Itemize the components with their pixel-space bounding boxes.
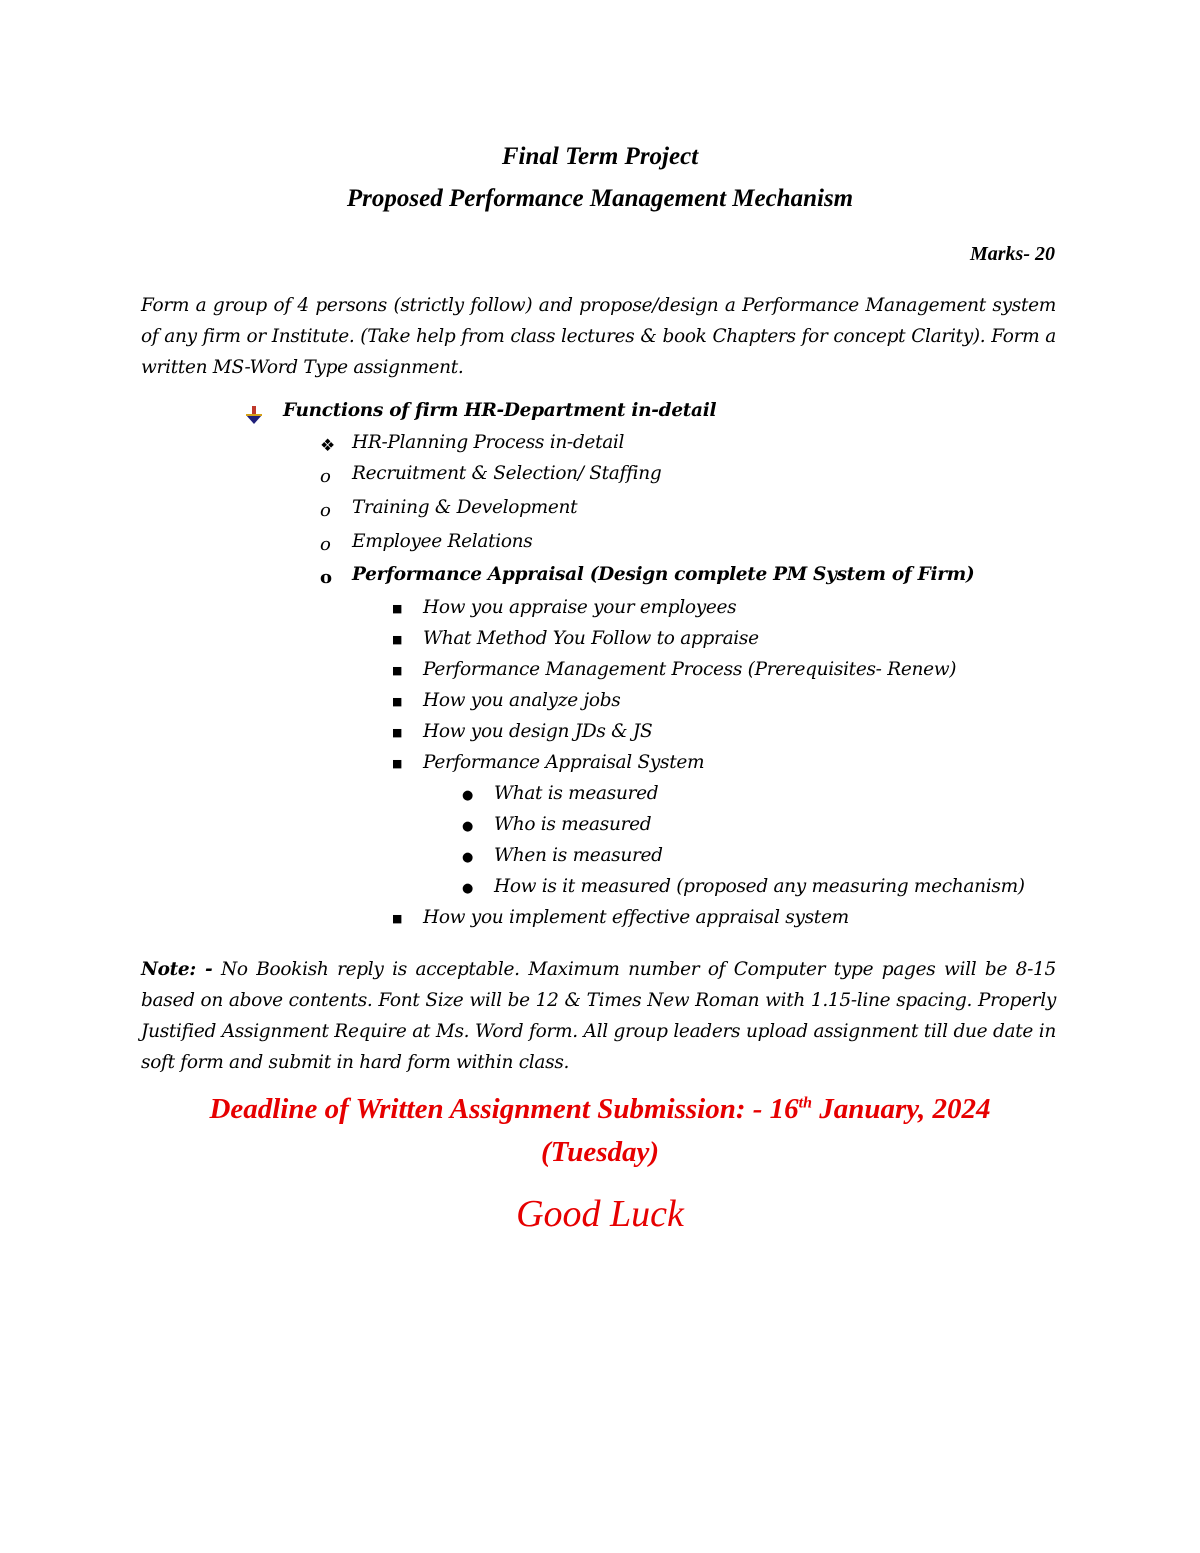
note-label: Note: -	[141, 959, 213, 980]
square-bullet-icon: ■	[392, 633, 403, 646]
deadline-suffix: January, 2024	[811, 1093, 991, 1125]
square-bullet-icon: ■	[392, 726, 403, 739]
round-bullet-icon: ●	[462, 881, 474, 896]
outline-level2-item: Performance Appraisal (Design complete PM System of Firm)	[352, 564, 975, 585]
outline-level2-item: Employee Relations	[352, 531, 533, 552]
deadline-day: (Tuesday)	[540, 1136, 660, 1168]
round-bullet-icon: ●	[462, 819, 474, 834]
marks-label: Marks- 20	[969, 243, 1055, 265]
outline-level3-item: How you implement effective appraisal system	[423, 907, 849, 928]
outline-level3-item: How you appraise your employees	[423, 597, 737, 618]
outline-level1-label: Functions of firm HR-Department in-detail	[283, 400, 717, 421]
outline-level4-item: When is measured	[494, 845, 663, 866]
arrow-down-bullet-icon	[245, 405, 263, 428]
circle-o-bullet-icon: o	[320, 466, 331, 487]
square-bullet-icon: ■	[392, 664, 403, 677]
diamond-star-bullet-icon: ❖	[320, 436, 336, 456]
good-luck-text: Good Luck	[516, 1193, 684, 1235]
outline-level3-item: Performance Appraisal System	[423, 752, 705, 773]
note-paragraph	[141, 954, 1056, 1078]
outline-level3-item: Performance Management Process (Prerequisites- Renew)	[423, 659, 957, 680]
circle-o-bullet-icon: o	[320, 567, 333, 588]
square-bullet-icon: ■	[392, 757, 403, 770]
round-bullet-icon: ●	[462, 788, 474, 803]
deadline-prefix: Deadline of Written Assignment Submission: - 16	[209, 1093, 799, 1125]
deadline-line	[0, 1093, 1200, 1126]
outline-level4-item: Who is measured	[494, 814, 652, 835]
outline-level2-item: Training & Development	[352, 497, 578, 518]
outline-level2-item: HR-Planning Process in-detail	[352, 432, 625, 453]
title-line-1: Final Term Project	[501, 143, 699, 170]
outline-level4-item: What is measured	[494, 783, 659, 804]
outline-level3-item: How you analyze jobs	[423, 690, 621, 711]
intro-paragraph: Form a group of 4 persons (strictly follow) and propose/design a Performance Management system of any firm or Institute. (Take help from class lectures & book Chapters for concept Clarity). Form a written MS-Word Type assignment.	[141, 295, 1056, 378]
square-bullet-icon: ■	[392, 695, 403, 708]
outline-level3-item: How you design JDs & JS	[423, 721, 653, 742]
circle-o-bullet-icon: o	[320, 534, 331, 555]
square-bullet-icon: ■	[392, 912, 403, 925]
title-line-2: Proposed Performance Management Mechanism	[346, 185, 854, 212]
outline-level4-item: How is it measured (proposed any measuring mechanism)	[494, 876, 1025, 897]
outline-level3-item: What Method You Follow to appraise	[423, 628, 759, 649]
round-bullet-icon: ●	[462, 850, 474, 865]
outline-level2-item: Recruitment & Selection/ Staffing	[352, 463, 662, 484]
deadline-sup: th	[798, 1094, 812, 1112]
note-text: No Bookish reply is acceptable. Maximum number of Computer type pages will be 8-15 based on above contents. Font Size will be 12 & Times New Roman with 1.15-line spacing. Properly Justified Assignment Require at Ms. Word form. All group leaders upload assignment till due date in soft form and submit in hard form within class.	[141, 959, 1056, 1073]
square-bullet-icon: ■	[392, 602, 403, 615]
circle-o-bullet-icon: o	[320, 500, 331, 521]
